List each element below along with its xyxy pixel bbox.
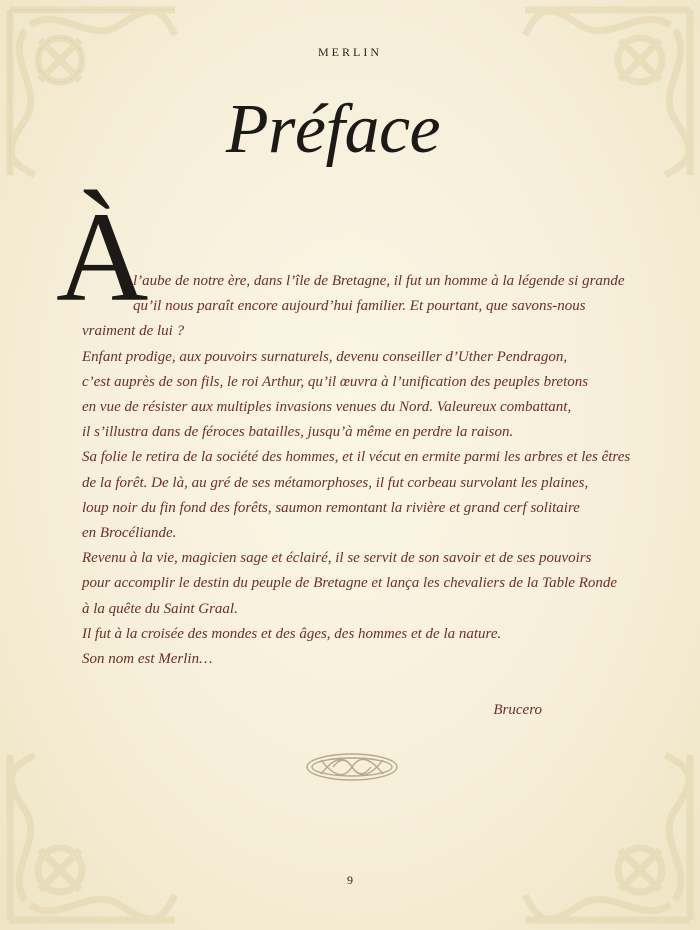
text-line: il s’illustra dans de féroces batailles, jusqu’à même en perdre la raison. [82,424,514,441]
running-head: MERLIN [318,45,382,59]
page-title: Préface [225,91,441,168]
text-line: Il fut à la croisée des mondes et des âges, des hommes et de la nature. [82,625,502,642]
text-line: c’est auprès de son fils, le roi Arthur, qu’il œuvra à l’unification des peuples bretons [82,373,589,390]
text-line: loup noir du fin fond des forêts, saumon remontant la rivière et grand cerf solitaire [82,499,580,516]
text-line: en vue de résister aux multiples invasions venues du Nord. Valeureux combattant, [82,399,572,416]
preface-text [82,269,631,672]
text-line: Enfant prodige, aux pouvoirs surnaturels, devenu conseiller d’Uther Pendragon, [82,348,568,365]
author-signature: Brucero [493,702,542,718]
text-line: vraiment de lui ? [82,323,185,340]
text-line: en Brocéliande. [82,525,177,542]
celtic-corner-ornament [515,745,700,930]
text-line: à la quête du Saint Graal. [82,600,238,617]
page-number: 9 [347,873,353,887]
celtic-knot-ornament [305,752,399,782]
text-line: l’aube de notre ère, dans l’île de Bretagne, il fut un homme à la légende si grande [133,273,625,289]
text-line: Son nom est Merlin… [82,651,213,668]
text-line: Revenu à la vie, magicien sage et éclairé, il se servit de son savoir et de ses pouvoirs [82,550,592,567]
celtic-corner-ornament [0,745,185,930]
text-line: pour accomplir le destin du peuple de Bretagne et lança les chevaliers de la Table Ronde [82,575,618,592]
text-line: qu’il nous paraît encore aujourd’hui familier. Et pourtant, que savons-nous [133,298,586,315]
text-line: Sa folie le retira de la société des hommes, et il vécut en ermite parmi les arbres et les êtres [82,449,631,466]
text-line: de la forêt. De là, au gré de ses métamorphoses, il fut corbeau survolant les plaines, [82,474,589,491]
drop-cap: À [56,186,149,328]
